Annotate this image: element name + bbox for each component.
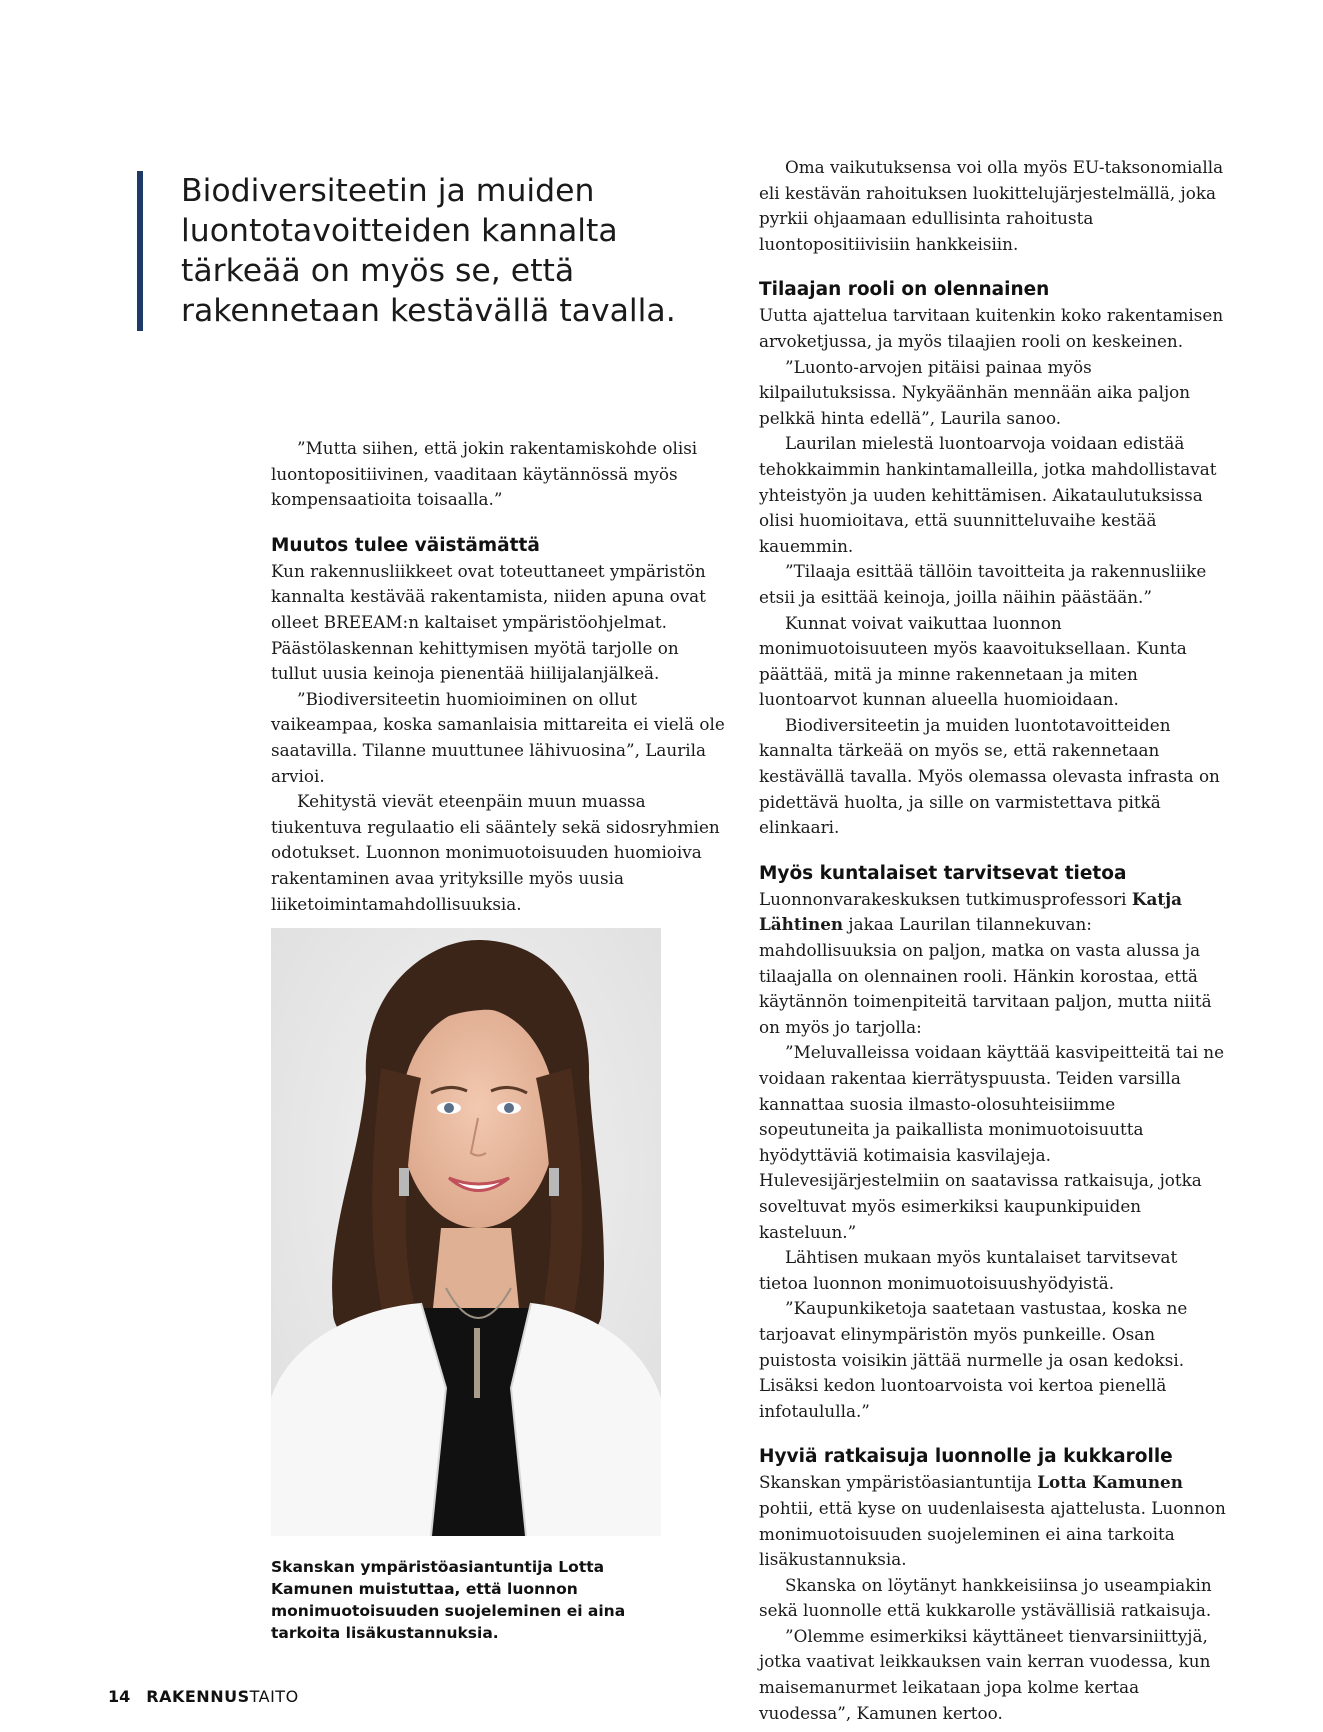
text-run: pohtii, että kyse on uudenlaisesta ajattelusta. Luonnon monimuotoisuuden suojeleminen ei aina tarkoita lisäkustannuksia. [759, 1497, 1226, 1570]
paragraph: Kun rakennusliikkeet ovat toteuttaneet ympäristön kannalta kestävää rakentamista, niiden apuna ovat olleet BREEAM:n kaltaiset ympäristöohjelmat. Päästölaskennan kehittymisen myötä tarjolle on tullut uusia keinoja pienentää hiilijalanjälkeä. [271, 560, 706, 684]
paragraph [759, 887, 1227, 1041]
photo-caption: Skanskan ympäristöasiantuntija Lotta Kamunen muistuttaa, että luonnon monimuotoisuuden suojeleminen ei aina tarkoita lisäkustannuksia. [271, 1558, 626, 1642]
paragraph: ”Meluvalleissa voidaan käyttää kasvipeitteitä tai ne voidaan rakentaa kierrätyspuusta. Teiden varsilla kannattaa suosia ilmasto-olosuhteisiimme sopeutuneita ja paikallista monimuotoisuutta hyödyttäviä kotimaisia kasvilajeja. Hulevesijärjestelmiin on saatavissa ratkaisuja, jotka soveltuvat myös esimerkiksi kaupunkipuiden kasteluun.” [759, 1042, 1225, 1242]
paragraph: Kunnat voivat vaikuttaa luonnon monimuotoisuuteen myös kaavoituksellaan. Kunta päättää, mitä ja minne rakennetaan ja miten luontoarvot kunnan alueella huomioidaan. [759, 612, 1187, 710]
paragraph: Uutta ajattelua tarvitaan kuitenkin koko rakentamisen arvoketjussa, ja myös tilaajien rooli on keskeinen. [759, 305, 1224, 351]
paragraph [759, 1470, 1227, 1572]
pull-quote: Biodiversiteetin ja muiden luontotavoitteiden kannalta tärkeää on myös se, että rakennetaan kestävällä tavalla. [137, 171, 741, 331]
paragraph: ”Mutta siihen, että jokin rakentamiskohde olisi luontopositiivinen, vaaditaan käytännössä myös kompensaatioita toisaalla.” [271, 438, 698, 510]
left-column [271, 436, 729, 917]
text-run: jakaa Laurilan tilannekuvan: mahdollisuuksia on paljon, matka on vasta alussa ja tilaajalla on olennainen rooli. Hänkin korostaa, että käytännön toimenpiteitä tarvitaan paljon, mutta niitä on myös jo tarjolla: [759, 914, 1212, 1037]
person-name: Katja Lähtinen [759, 888, 1183, 935]
section-heading: Hyviä ratkaisuja luonnolle ja kukkarolle [759, 1446, 1173, 1468]
portrait-photo [271, 928, 661, 1536]
paragraph: ”Luonto-arvojen pitäisi painaa myös kilpailutuksissa. Nykyäänhän mennään aika paljon pelkkä hinta edellä”, Laurila sanoo. [759, 356, 1191, 428]
right-column [759, 155, 1227, 1726]
paragraph: Oma vaikutuksensa voi olla myös EU-taksonomialla eli kestävän rahoituksen luokittelujärjestelmällä, joka pyrkii ohjaamaan edullisinta rahoitusta luontopositiivisiin hankkeisiin. [759, 157, 1224, 254]
text-run: Luonnonvarakeskuksen tutkimusprofessori [759, 888, 1132, 909]
paragraph: ”Tilaaja esittää tällöin tavoitteita ja rakennusliike etsii ja esittää keinoja, joilla näihin päästään.” [759, 561, 1207, 607]
brand-bold: RAKENNUS [146, 1687, 250, 1706]
page-number: 14 [108, 1687, 131, 1706]
paragraph: Lähtisen mukaan myös kuntalaiset tarvitsevat tietoa luonnon monimuotoisuushyödyistä. [759, 1247, 1178, 1293]
brand-light: TAITO [249, 1687, 299, 1706]
paragraph: ”Olemme esimerkiksi käyttäneet tienvarsiniittyjä, jotka vaativat leikkauksen vain kerran vuodessa, kun maisemanurmet leikataan jopa kolme kertaa vuodessa”, Kamunen kertoo. [759, 1625, 1211, 1723]
paragraph: Kehitystä vievät eteenpäin muun muassa tiukentuva regulaatio eli sääntely sekä sidosryhmien odotukset. Luonnon monimuotoisuuden huomioiva rakentaminen avaa yrityksille myös uusia liiketoimintamahdollisuuksia. [271, 791, 720, 914]
section-heading: Tilaajan rooli on olennainen [759, 279, 1050, 301]
paragraph: Biodiversiteetin ja muiden luontotavoitteiden kannalta tärkeää on myös se, että rakennetaan kestävällä tavalla. Myös olemassa olevasta infrasta on pidettävä huolta, ja sille on varmistettava pitkä elinkaari. [759, 714, 1220, 838]
person-name: Lotta Kamunen [1037, 1472, 1183, 1493]
paragraph: ”Biodiversiteetin huomioiminen on ollut vaikeampaa, koska samanlaisia mittareita ei vielä ole saatavilla. Tilanne muuttunee lähivuosina”, Laurila arvioi. [271, 688, 725, 786]
section-heading: Myös kuntalaiset tarvitsevat tietoa [759, 862, 1127, 884]
paragraph: Laurilan mielestä luontoarvoja voidaan edistää tehokkaimmin hankintamalleilla, jotka mahdollistavat yhteistyön ja uuden kehittämisen. Aikataulutuksissa olisi huomioitava, että suunnitteluvaihe kestää kauemmin. [759, 433, 1217, 556]
paragraph: Skanska on löytänyt hankkeisiinsa jo useampiakin sekä luonnolle että kukkarolle ystävällisiä ratkaisuja. [759, 1574, 1212, 1621]
section-heading: Muutos tulee väistämättä [271, 534, 540, 556]
paragraph: ”Kaupunkiketoja saatetaan vastustaa, koska ne tarjoavat elinympäristön myös punkeille. Osan puistosta voisikin jättää nurmelle ja osan kedoksi. Lisäksi kedon luontoarvoista voi kertoa pienellä infotaululla.” [759, 1298, 1188, 1421]
text-run: Skanskan ympäristöasiantuntija [759, 1472, 1038, 1493]
page-footer [108, 1687, 299, 1706]
